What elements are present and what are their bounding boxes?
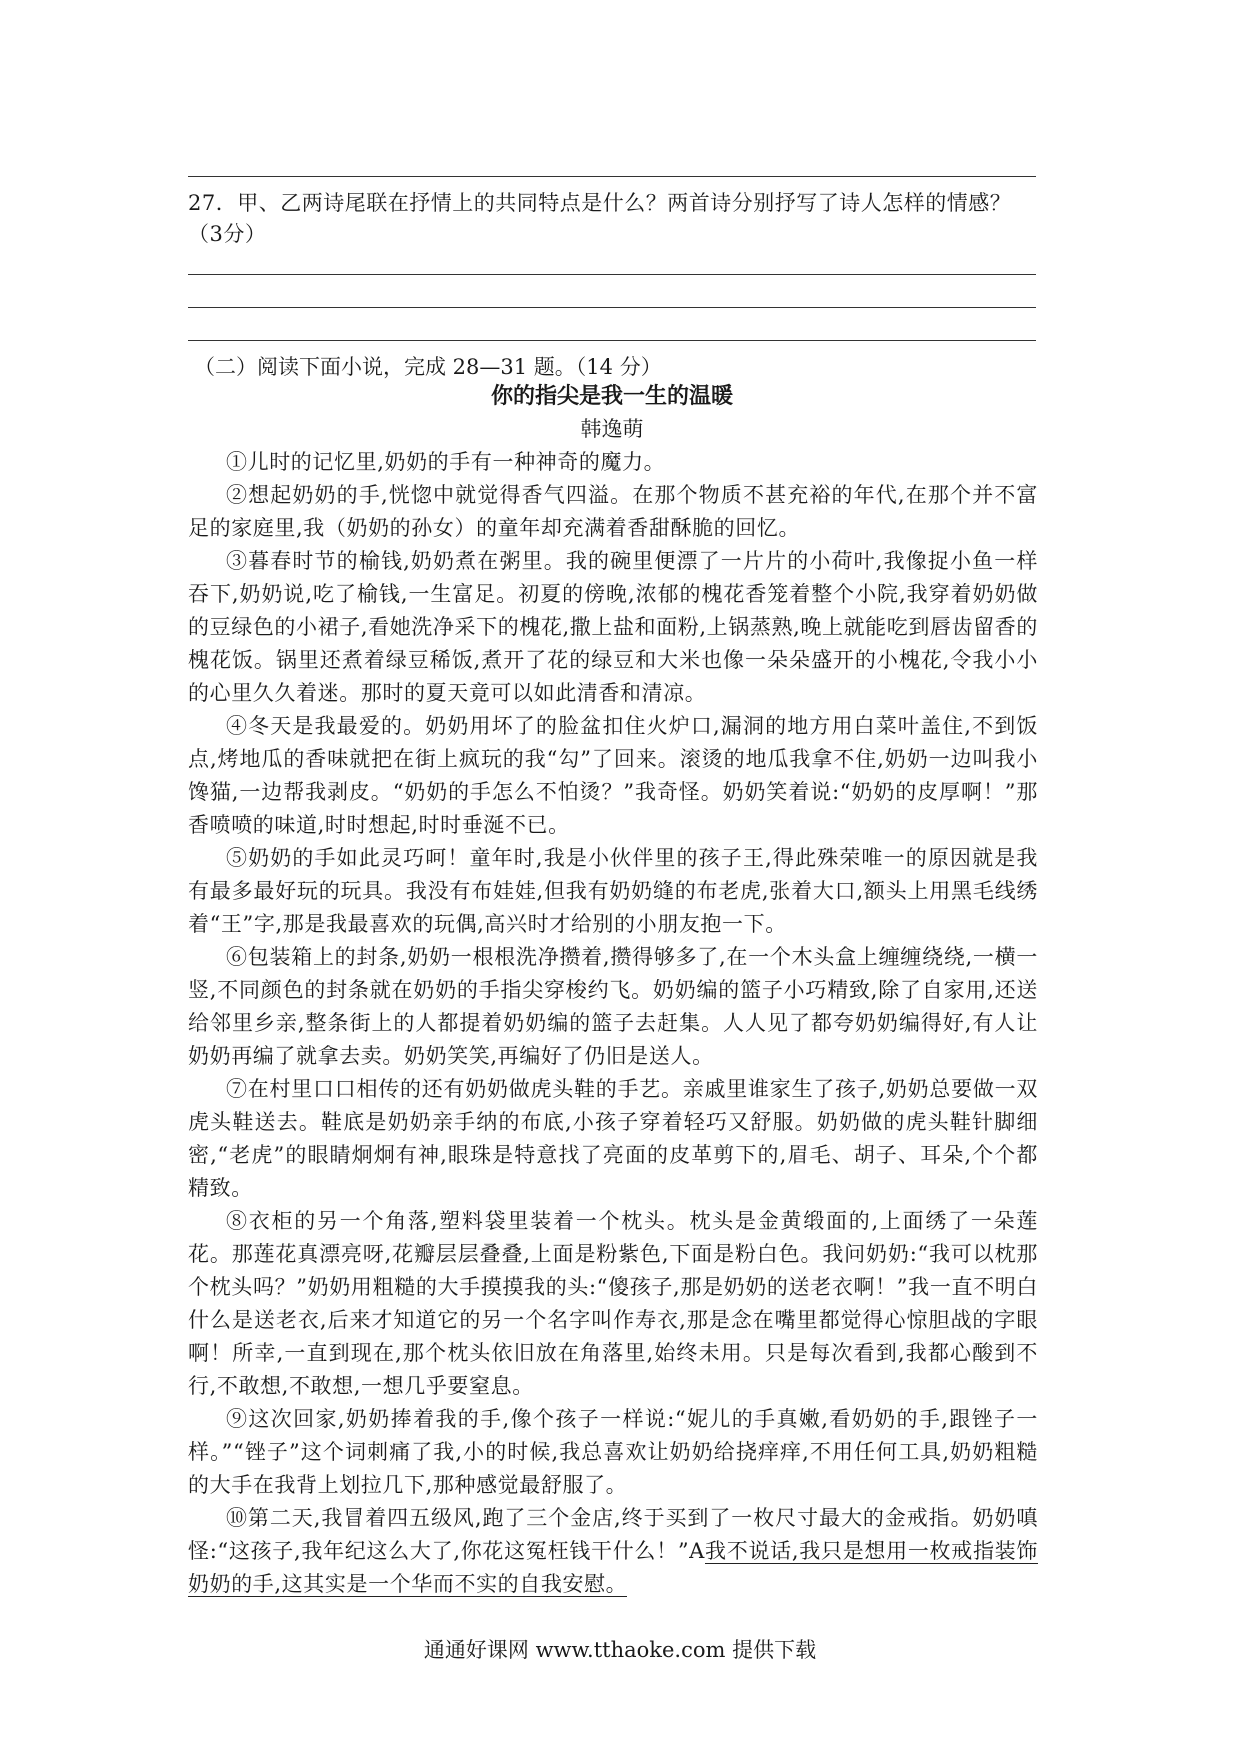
footer-source: 通通好课网 www.tthaoke.com 提供下载	[423, 1638, 817, 1662]
story-paragraph: ③暮春时节的榆钱,奶奶煮在粥里。我的碗里便漂了一片片的小荷叶,我像捉小鱼一样吞下,奶奶说,吃了榆钱,一生富足。初夏的傍晚,浓郁的槐花香笼着整个小院,我穿着奶奶做的豆绿色的小裙子,看她洗净采下的槐花,撒上盐和面粉,上锅蒸熟,晚上就能吃到唇齿留香的槐花饭。锅里还煮着绿豆稀饭,煮开了花的绿豆和大米也像一朵朵盛开的小槐花,令我小小的心里久久着迷。那时的夏天竟可以如此清香和清凉。	[188, 549, 1038, 705]
story-paragraph: ②想起奶奶的手,恍惚中就觉得香气四溢。在那个物质不甚充裕的年代,在那个并不富足的家庭里,我（奶奶的孙女）的童年却充满着香甜酥脆的回忆。	[188, 483, 1038, 540]
story-body	[188, 446, 1038, 1601]
answer-line	[188, 307, 1036, 308]
story-title: 你的指尖是我一生的温暖	[490, 384, 733, 409]
story-paragraph: ④冬天是我最爱的。奶奶用坏了的脸盆扣住火炉口,漏洞的地方用白菜叶盖住,不到饭点,烤地瓜的香味就把在街上疯玩的我“勾”了回来。滚烫的地瓜我拿不住,奶奶一边叫我小馋猫,一边帮我剥皮。“奶奶的手怎么不怕烫？”我奇怪。奶奶笑着说:“奶奶的皮厚啊！”那香喷喷的味道,时时想起,时时垂涎不已。	[188, 714, 1038, 837]
question-27	[188, 188, 1038, 250]
story-paragraph: ⑥包装箱上的封条,奶奶一根根洗净攒着,攒得够多了,在一个木头盒上缠缠绕绕,一横一竖,不同颜色的封条就在奶奶的手指尖穿梭约飞。奶奶编的篮子小巧精致,除了自家用,还送给邻里乡亲,整条街上的人都提着奶奶编的篮子去赶集。人人见了都夸奶奶编得好,有人让奶奶再编了就拿去卖。奶奶笑笑,再编好了仍旧是送人。	[188, 945, 1038, 1068]
story-paragraph: ⑤奶奶的手如此灵巧呵！童年时,我是小伙伴里的孩子王,得此殊荣唯一的原因就是我有最多最好玩的玩具。我没有布娃娃,但我有奶奶缝的布老虎,张着大口,额头上用黑毛线绣着“王”字,那是我最喜欢的玩偶,高兴时才给别的小朋友抱一下。	[188, 846, 1038, 936]
last-paragraph-lead: ⑩第二天,我冒着四五级风,跑了三个金店,终于买到了一枚尺寸最大的金戒指。奶奶嗔怪:“这孩子,我年纪这么大了,你花这冤枉钱干什么！”	[188, 1506, 1038, 1563]
story-paragraph-last	[188, 1502, 1038, 1601]
story-author: 韩逸萌	[580, 417, 644, 441]
underlined-sentence: 我不说话,我只是想用一枚戒指装饰奶奶的手,这其实是一个华而不实的自我安慰。	[188, 1539, 1038, 1596]
underline-marker: A	[689, 1539, 705, 1563]
story-paragraph: ⑧衣柜的另一个角落,塑料袋里装着一个枕头。枕头是金黄缎面的,上面绣了一朵莲花。那莲花真漂亮呀,花瓣层层叠叠,上面是粉紫色,下面是粉白色。我问奶奶:“我可以枕那个枕头吗？”奶奶用粗糙的大手摸摸我的头:“傻孩子,那是奶奶的送老衣啊！”我一直不明白什么是送老衣,后来才知道它的另一个名字叫作寿衣,那是念在嘴里都觉得心惊胆战的字眼啊！所幸,一直到现在,那个枕头依旧放在角落里,始终未用。只是每次看到,我都心酸到不行,不敢想,不敢想,一想几乎要窒息。	[188, 1209, 1038, 1398]
answer-line	[188, 340, 1036, 341]
story-paragraph: ⑦在村里口口相传的还有奶奶做虎头鞋的手艺。亲戚里谁家生了孩子,奶奶总要做一双虎头鞋送去。鞋底是奶奶亲手纳的布底,小孩子穿着轻巧又舒服。奶奶做的虎头鞋针脚细密,“老虎”的眼睛炯炯有神,眼珠是特意找了亮面的皮革剪下的,眉毛、胡子、耳朵,个个都精致。	[188, 1077, 1038, 1200]
question-27-text: 27．甲、乙两诗尾联在抒情上的共同特点是什么？两首诗分别抒写了诗人怎样的情感？（3分）	[188, 191, 1012, 246]
answer-line	[188, 176, 1036, 177]
answer-line	[188, 274, 1036, 275]
story-paragraph: ①儿时的记忆里,奶奶的手有一种神奇的魔力。	[226, 450, 666, 474]
story-paragraph: ⑨这次回家,奶奶捧着我的手,像个孩子一样说:“妮儿的手真嫩,看奶奶的手,跟锉子一样。”“锉子”这个词刺痛了我,小的时候,我总喜欢让奶奶给挠痒痒,不用任何工具,奶奶粗糙的大手在我背上划拉几下,那种感觉最舒服了。	[188, 1407, 1038, 1497]
section-heading: （二）阅读下面小说，完成 28—31 题。（14 分）	[194, 355, 662, 379]
